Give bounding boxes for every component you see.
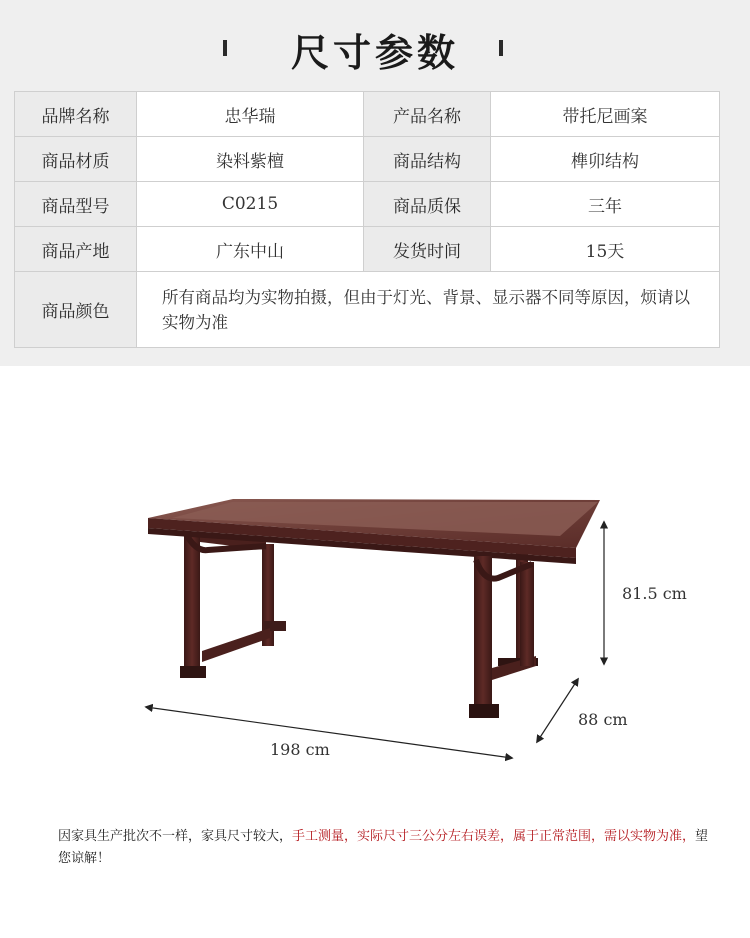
spec-table bbox=[14, 91, 720, 348]
spec-row-model bbox=[15, 182, 720, 227]
title-right-mark bbox=[499, 40, 503, 56]
spec-value: 三年 bbox=[491, 182, 720, 227]
spec-key: 商品材质 bbox=[15, 137, 137, 182]
spec-key: 品牌名称 bbox=[15, 92, 137, 137]
table-top bbox=[148, 499, 600, 564]
spec-value: 榫卯结构 bbox=[491, 137, 720, 182]
front-right-frame bbox=[469, 556, 536, 718]
spec-row-color bbox=[15, 272, 720, 348]
spec-key: 发货时间 bbox=[364, 227, 491, 272]
left-side-frame bbox=[180, 534, 270, 678]
measurement-disclaimer bbox=[58, 826, 718, 870]
height-dimension-label: 81.5 cm bbox=[622, 584, 687, 603]
disclaimer-highlight: 手工测量，实际尺寸三公分左右误差，属于正常范围，需以实物为准， bbox=[292, 829, 696, 844]
spec-key: 商品颜色 bbox=[15, 272, 137, 348]
spec-row-origin bbox=[15, 227, 720, 272]
product-figure bbox=[0, 366, 750, 806]
disclaimer-closing: 望您谅解！ bbox=[58, 829, 709, 866]
title-bar bbox=[0, 18, 750, 78]
spec-key: 商品型号 bbox=[15, 182, 137, 227]
spec-key: 商品质保 bbox=[364, 182, 491, 227]
spec-row-material bbox=[15, 137, 720, 182]
spec-value: 15天 bbox=[491, 227, 720, 272]
spec-value: 染料紫檀 bbox=[137, 137, 364, 182]
spec-key: 商品产地 bbox=[15, 227, 137, 272]
spec-row-brand bbox=[15, 92, 720, 137]
spec-value: C0215 bbox=[137, 182, 364, 227]
spec-value: 广东中山 bbox=[137, 227, 364, 272]
spec-value-color-note: 所有商品均为实物拍摄，但由于灯光、背景、显示器不同等原因，烦请以实物为准 bbox=[137, 272, 720, 348]
depth-dimension-label: 88 cm bbox=[578, 710, 628, 729]
length-dimension-label: 198 cm bbox=[270, 740, 330, 759]
spec-key: 商品结构 bbox=[364, 137, 491, 182]
disclaimer-text: 因家具生产批次不一样，家具尺寸较大， bbox=[58, 829, 293, 844]
spec-value: 带托尼画案 bbox=[491, 92, 720, 137]
spec-key: 产品名称 bbox=[364, 92, 491, 137]
spec-value: 忠华瑞 bbox=[137, 92, 364, 137]
back-legs bbox=[262, 544, 538, 666]
page-title: 尺寸参数 bbox=[290, 30, 459, 75]
